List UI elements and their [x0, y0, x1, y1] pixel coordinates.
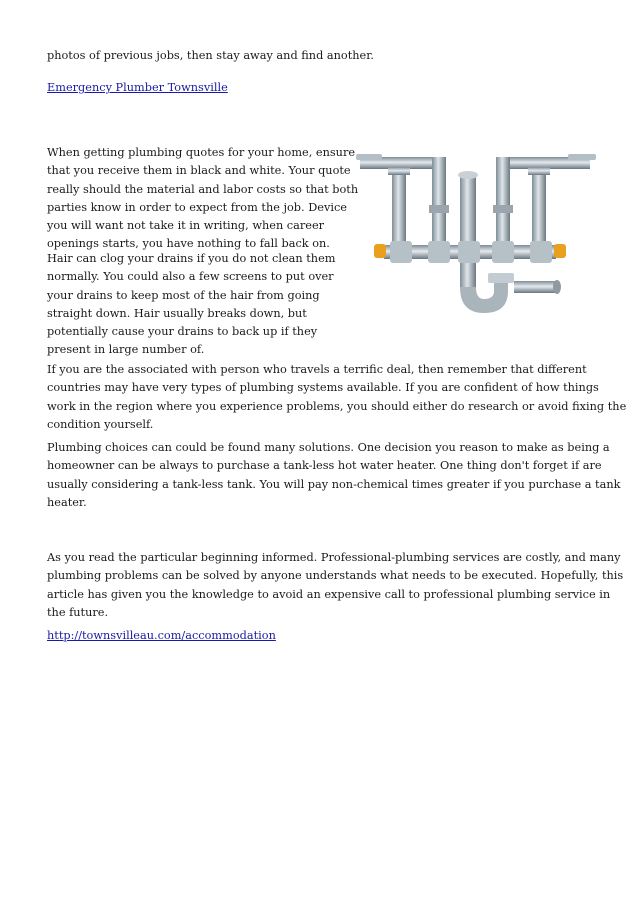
intro-line: photos of previous jobs, then stay away and find another.	[47, 49, 374, 62]
townsville-accommodation-link[interactable]: http://townsvilleau.com/accommodation	[47, 629, 276, 642]
plumbing-pipes-image	[354, 145, 600, 325]
paragraph-hair: Hair can clog your drains if you do not clean them normally. You could also a few screens to put over your drains to keep most of the hair from going straight down. Hair usually breaks down, but potentially cause your drains to back up if they present in large number of.	[47, 252, 336, 357]
paragraph-heater: Plumbing choices can could be found many solutions. One decision you reason to make as being a homeowner can be always to purchase a tank-less hot water heater. One thing don't forget if are usually considering a tank-less tank. You will pay non-chemical times greater if you purchase a tank heater.	[47, 441, 621, 509]
paragraph-quotes: When getting plumbing quotes for your home, ensure that you receive them in black and white. Your quote really should the material and labor costs so that both parties know in order to expect from the job. Device you will want not take it in writing, when career openings starts, you have nothing to fall back on.	[47, 146, 359, 251]
paragraph-travel: If you are the associated with person who travels a terrific deal, then remember that different countries may have very types of plumbing systems available. If you are confident of how things work in the region where you experience problems, you should either do research or avoid fixing the condition yourself.	[47, 363, 627, 431]
emergency-plumber-link[interactable]: Emergency Plumber Townsville	[47, 81, 228, 94]
paragraph-conclusion: As you read the particular beginning informed. Professional-plumbing services are costly, and many plumbing problems can be solved by anyone understands what needs to be executed. Hopefully, this article has given you the knowledge to avoid an expensive call to professional plumbing service in the future.	[47, 551, 624, 619]
